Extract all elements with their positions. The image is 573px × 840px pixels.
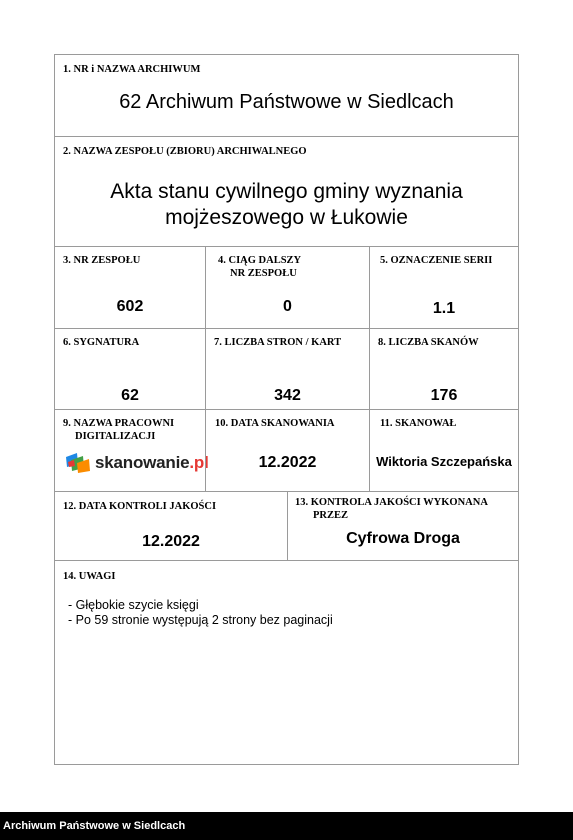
studio-cell [55, 410, 209, 491]
qc-date-label: 12. DATA KONTROLI JAKOŚCI [63, 501, 217, 512]
fonds-no-label: 3. NR ZESPOŁU [63, 255, 141, 266]
fonds-name-line1: Akta stanu cywilnego gminy wyznania [110, 180, 463, 203]
scan-date-cell [205, 410, 369, 491]
scans-cell [369, 329, 518, 409]
archive-metadata-card [54, 54, 519, 765]
scans-label: 8. LICZBA SKANÓW [378, 337, 479, 348]
fonds-row [55, 137, 518, 247]
signature-label: 6. SYGNATURA [63, 337, 140, 348]
fonds-name-line2: mojżeszowego w Łukowie [165, 206, 408, 229]
archive-name: 62 Archiwum Państwowe w Siedlcach [119, 91, 454, 113]
series-label: 5. OZNACZENIE SERII [380, 255, 493, 266]
studio-logo-text: skanowanie [95, 453, 190, 472]
qc-by-label-line1: 13. KONTROLA JAKOŚCI WYKONANA [295, 497, 488, 508]
scan-date-value: 12.2022 [258, 454, 317, 471]
scanned-by-label: 11. SKANOWAŁ [380, 418, 457, 429]
fonds-no-value: 602 [116, 298, 144, 315]
signature-value: 62 [121, 387, 139, 404]
pages-cell [205, 329, 369, 409]
fonds-label: 2. NAZWA ZESPOŁU (ZBIORU) ARCHIWALNEGO [63, 146, 307, 157]
footer-text: Archiwum Państwowe w Siedlcach [3, 820, 186, 832]
studio-logo [65, 452, 209, 474]
qc-by-cell [287, 492, 518, 560]
qc-by-value: Cyfrowa Droga [346, 530, 460, 547]
fonds-no-cell [55, 247, 205, 328]
continuation-cell [205, 247, 369, 328]
note-item: - Głębokie szycie księgi [68, 598, 199, 612]
continuation-label-line2: NR ZESPOŁU [230, 268, 297, 279]
qc-date-value: 12.2022 [142, 533, 200, 550]
fonds-numbers-row [55, 247, 518, 329]
scans-value: 176 [430, 387, 458, 404]
archive-label: 1. NR i NAZWA ARCHIWUM [63, 64, 201, 75]
series-value: 1.1 [432, 300, 456, 317]
signature-cell [55, 329, 205, 409]
scanned-by-cell [369, 410, 518, 491]
counts-row [55, 329, 518, 410]
continuation-value: 0 [283, 298, 292, 315]
notes-list [68, 598, 333, 628]
notes-label: 14. UWAGI [63, 571, 116, 582]
archive-row [55, 55, 518, 137]
footer-bar [0, 812, 573, 840]
scanner-logo-icon [65, 452, 91, 474]
studio-label-line2: DIGITALIZACJI [75, 431, 156, 442]
series-cell [369, 247, 518, 328]
quality-row [55, 492, 518, 561]
note-item: - Po 59 stronie występują 2 strony bez paginacji [68, 613, 333, 627]
notes-row [55, 561, 518, 764]
pages-label: 7. LICZBA STRON / KART [214, 337, 342, 348]
continuation-label-line1: 4. CIĄG DALSZY [218, 255, 302, 266]
qc-by-label-line2: PRZEZ [313, 510, 349, 521]
studio-label-line1: 9. NAZWA PRACOWNI [63, 418, 175, 429]
scan-date-label: 10. DATA SKANOWANIA [215, 418, 335, 429]
qc-date-cell [55, 492, 287, 560]
fonds-name [55, 179, 518, 231]
pages-value: 342 [274, 387, 301, 404]
studio-logo-tld: .pl [189, 453, 209, 472]
scanned-by-value: Wiktoria Szczepańska [376, 454, 512, 469]
digitization-row [55, 410, 518, 492]
